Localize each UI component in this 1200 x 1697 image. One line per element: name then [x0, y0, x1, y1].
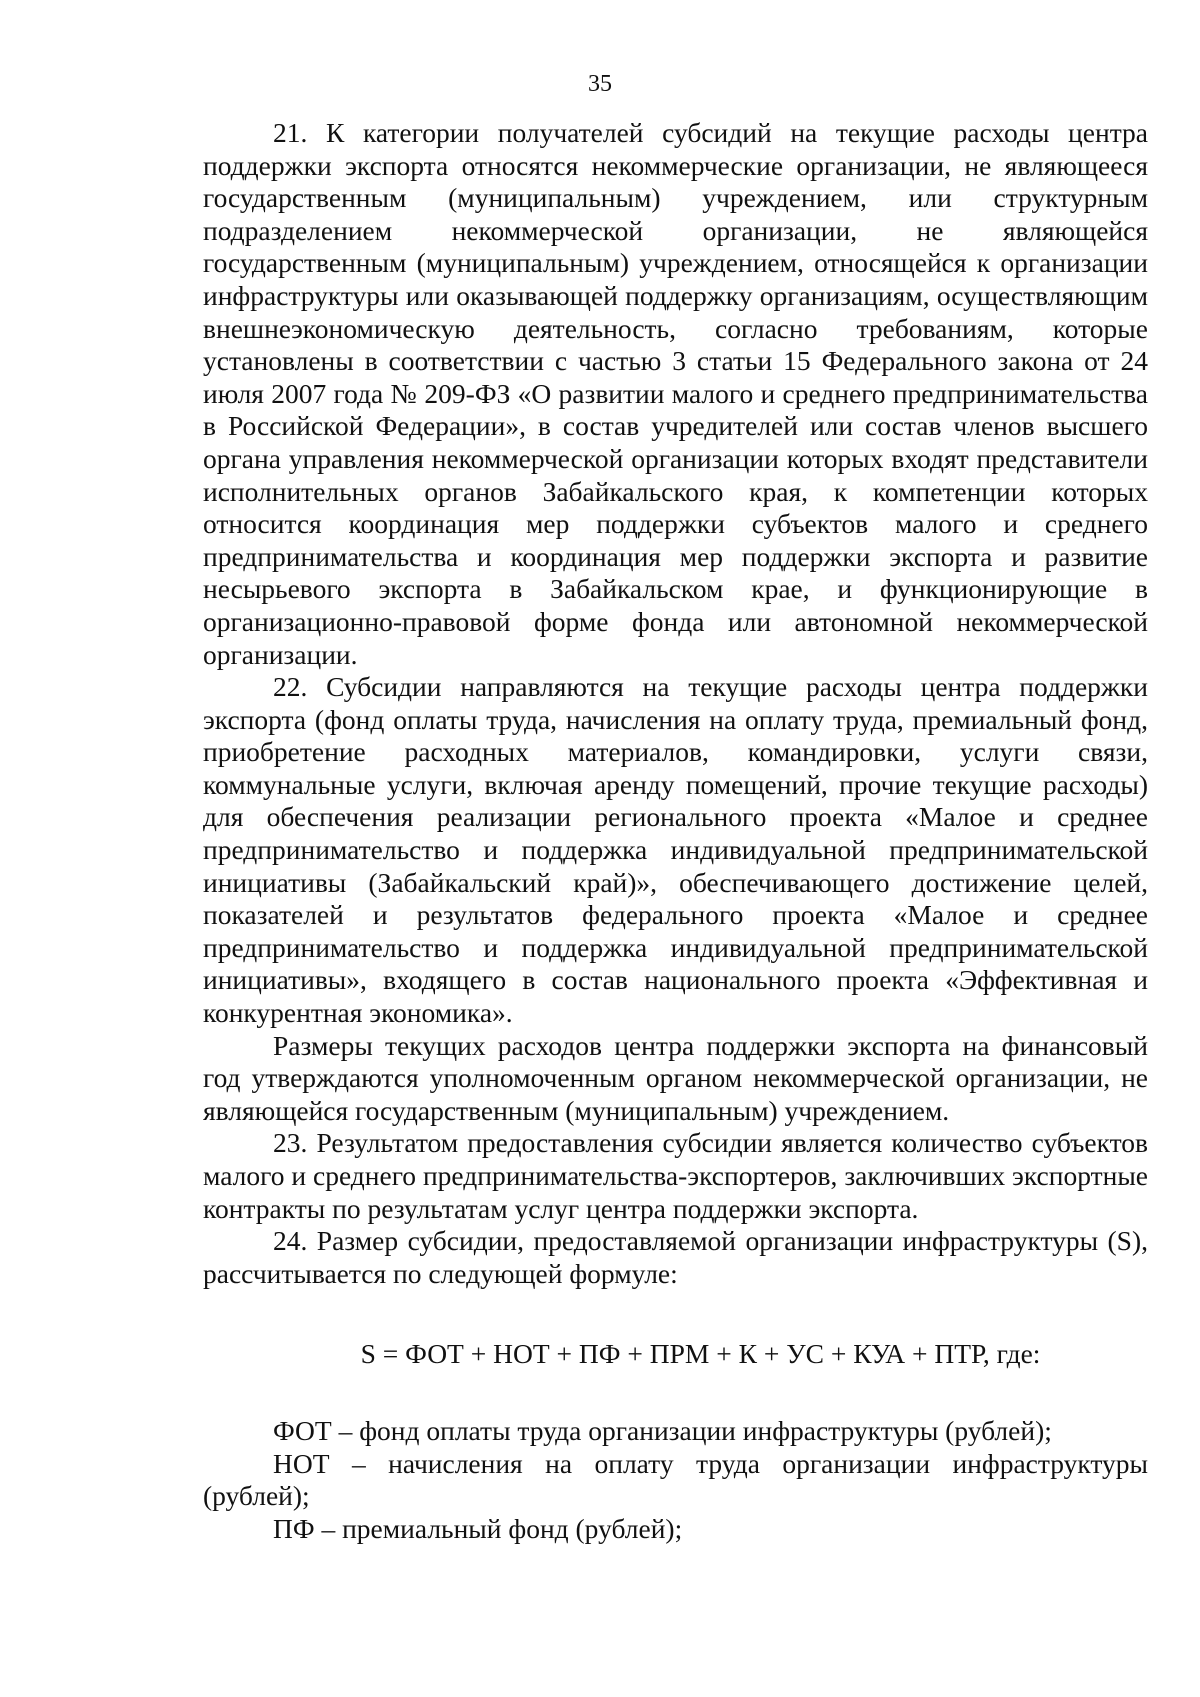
- subsidy-formula: [203, 1338, 1148, 1371]
- formula-text: S = ФОТ + НОТ + ПФ + ПРМ + К + УС + КУА + ПТР, где:: [360, 1338, 1041, 1370]
- paragraph-24: 24. Размер субсидии, предоставляемой организации инфраструктуры (S), рассчитывается по следующей формуле:: [203, 1225, 1148, 1289]
- paragraph-22: 22. Субсидии направляются на текущие расходы центра поддержки экспорта (фонд оплаты труда, начисления на оплату труда, премиальный фонд, приобретение расходных материалов, командировки, услуги связи, коммунальные услуги, включая аренду помещений, прочие текущие расходы) для обеспечения реализации регионального проекта «Малое и среднее предпринимательство и поддержка индивидуальной предпринимательской инициативы (Забайкальский край)», обеспечивающего достижение целей, показателей и результатов федерального проекта «Малое и среднее предпринимательство и поддержка индивидуальной предпринимательской инициативы», входящего в состав национального проекта «Эффективная и конкурентная экономика».: [203, 671, 1148, 1029]
- definition-fot: ФОТ – фонд оплаты труда организации инфраструктуры (рублей);: [273, 1414, 1052, 1446]
- definition-pf: ПФ – премиальный фонд (рублей);: [273, 1512, 683, 1544]
- page-number: 35: [588, 71, 612, 97]
- paragraph-expense-sizes: Размеры текущих расходов центра поддержки экспорта на финансовый год утверждаются уполномоченным органом некоммерческой организации, не являющейся государственным (муниципальным) учреждением.: [203, 1029, 1148, 1126]
- document-body: [203, 117, 1148, 1545]
- paragraph-21: 21. К категории получателей субсидий на текущие расходы центра поддержки экспорта относятся некоммерческие организации, не являющееся государственным (муниципальным) учреждением, или структурным подразделением некоммерческой организации, не являющейся государственным (муниципальным) учреждением, относящейся к организации инфраструктуры или оказывающей поддержку организациям, осуществляющим внешнеэкономическую деятельность, согласно требованиям, которые установлены в соответствии с частью 3 статьи 15 Федерального закона от 24 июля 2007 года № 209-ФЗ «О развитии малого и среднего предпринимательства в Российской Федерации», в состав учредителей или состав членов высшего органа управления некоммерческой организации которых входят представители исполнительных органов Забайкальского края, к компетенции которых относится координация мер поддержки субъектов малого и среднего предпринимательства и координация мер поддержки экспорта и развитие несырьевого экспорта в Забайкальском крае, и функционирующие в организационно-правовой форме фонда или автономной некоммерческой организации.: [203, 117, 1148, 670]
- definition-not: НОТ – начисления на оплату труда организации инфраструктуры (рублей);: [203, 1447, 1148, 1512]
- paragraph-23: 23. Результатом предоставления субсидии является количество субъектов малого и среднего предпринимательства-экспортеров, заключивших экспортные контракты по результатам услуг центра поддержки экспорта.: [203, 1127, 1148, 1224]
